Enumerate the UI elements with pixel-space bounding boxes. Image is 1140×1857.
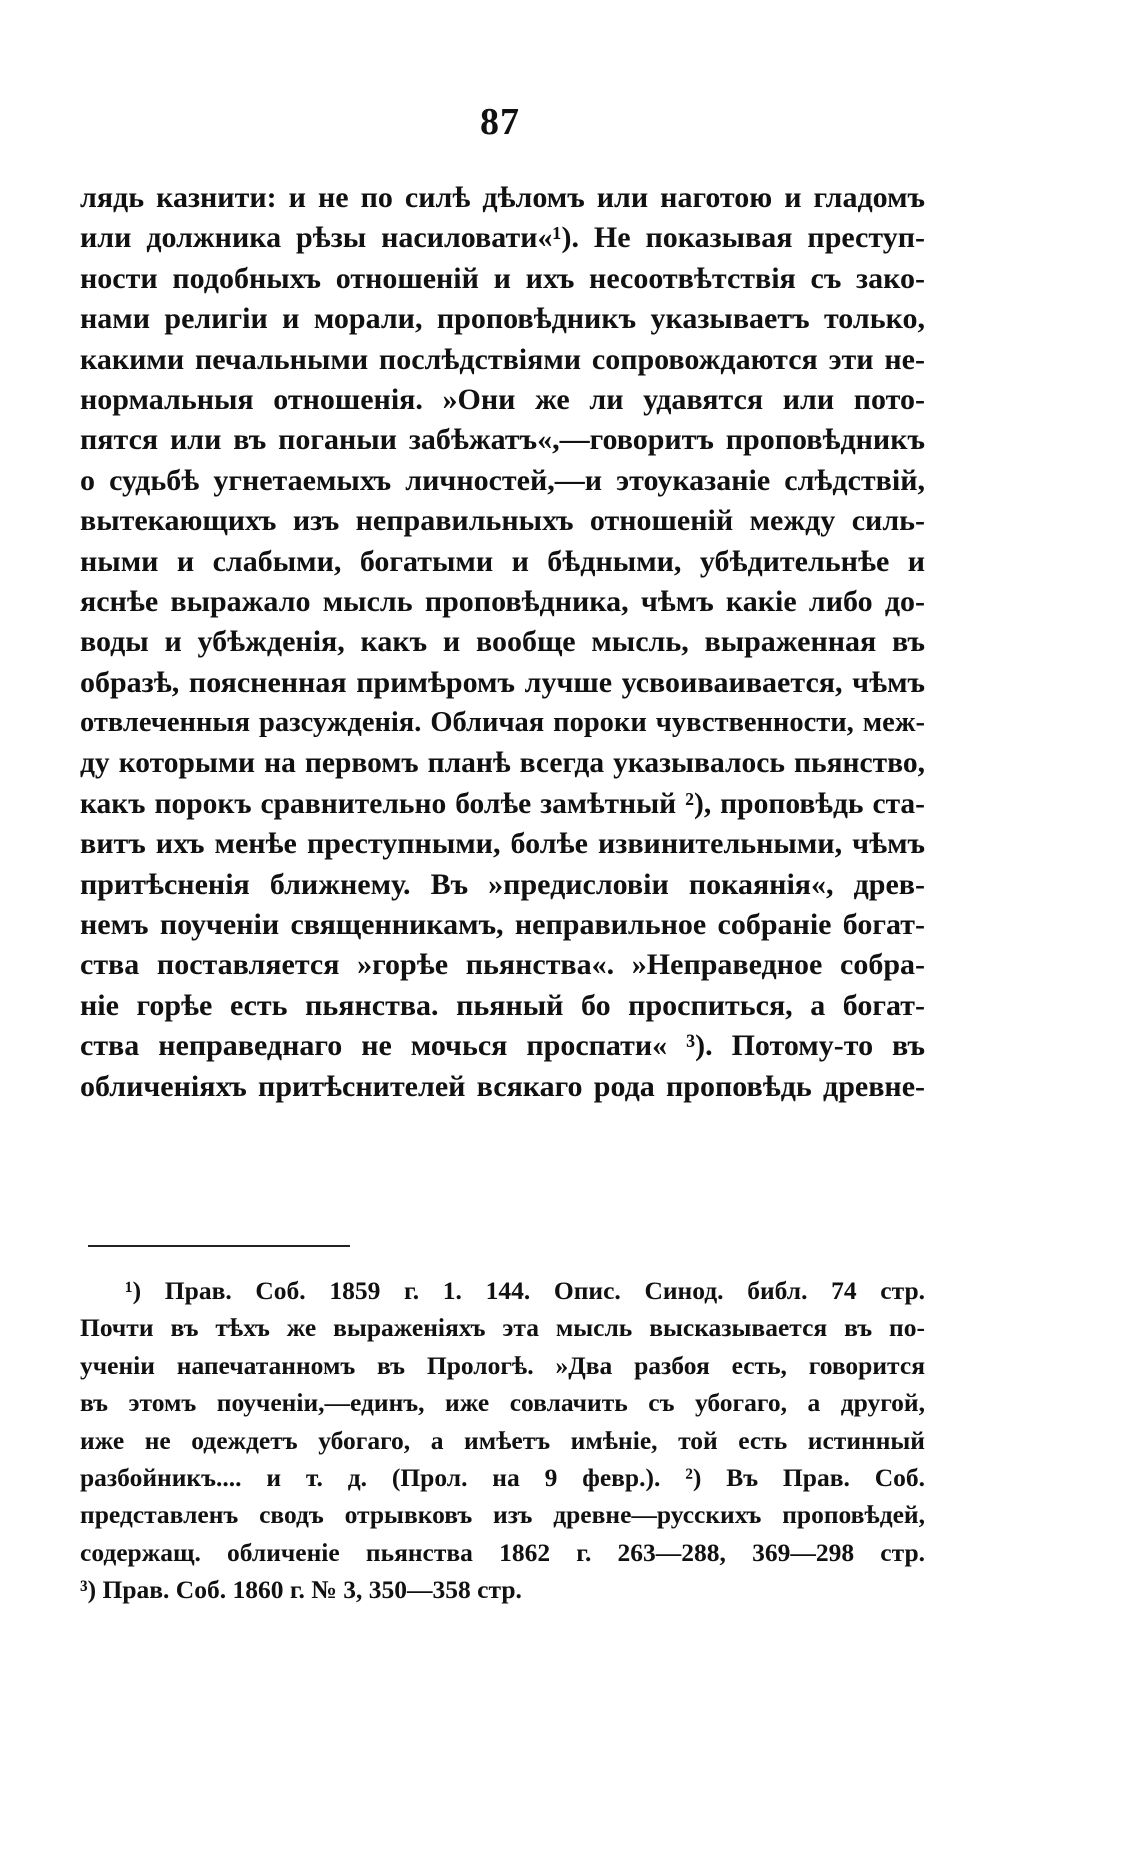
- main-text-line: ства неправеднаго не мочься проспати« ³). Потому-то въ: [80, 1029, 925, 1063]
- main-text-line: витъ ихъ менѣе преступными, болѣе извинительными, чѣмъ: [80, 827, 925, 861]
- footnote-line: Почти въ тѣхъ же выраженіяхъ эта мысль высказывается въ по-: [80, 1313, 925, 1343]
- main-text-line: ными и слабыми, богатыми и бѣдными, убѣдительнѣе и: [80, 544, 925, 578]
- footnotes: [80, 1272, 925, 1609]
- main-text-line: ду которыми на первомъ планѣ всегда указывалось пьянство,: [80, 747, 925, 780]
- footnote-separator: [88, 1245, 350, 1247]
- main-text-line: отвлеченныя разсужденія. Обличая пороки чувственности, меж-: [80, 707, 925, 739]
- main-text-line: притѣсненія ближнему. Въ »предисловіи покаянія«, древ-: [80, 867, 925, 901]
- footnote-line: ¹) Прав. Соб. 1859 г. 1. 144. Опис. Синод. библ. 74 стр.: [125, 1276, 925, 1305]
- footnote-line: содержащ. обличеніе пьянства 1862 г. 263—288, 369—298 стр.: [80, 1537, 925, 1567]
- main-text-line: немъ поученіи священникамъ, неправильное собраніе богат-: [80, 908, 925, 942]
- footnote-line: представленъ сводъ отрывковъ изъ древне—русскихъ проповѣдей,: [80, 1500, 925, 1530]
- main-text-line: лядь казнити: и не по силѣ дѣломъ или наготою и гладомъ: [80, 181, 925, 214]
- main-text-line: образѣ, поясненная примѣромъ лучше усвоиваивается, чѣмъ: [80, 665, 925, 699]
- main-text-line: вытекающихъ изъ неправильныхъ отношеній между силь-: [80, 504, 925, 538]
- main-text-line: или должника рѣзы насиловати«¹). Не показывая преступ-: [80, 221, 925, 255]
- main-text-line: какими печальными послѣдствіями сопровождаются эти не-: [80, 342, 925, 376]
- main-text-line: ства поставляется »горѣе пьянства«. »Неправедное собра-: [80, 948, 925, 982]
- page-number: 87: [480, 101, 520, 143]
- footnote-line: иже не одеждетъ убогаго, а имѣетъ имѣніе, той есть истинный: [80, 1425, 925, 1455]
- main-text-line: какъ порокъ сравнительно болѣе замѣтный ²), проповѣдь ста-: [80, 787, 925, 820]
- main-text-line: нами религіи и морали, проповѣдникъ указываетъ только,: [80, 302, 925, 336]
- main-text-line: яснѣе выражало мысль проповѣдника, чѣмъ какіе либо до-: [80, 584, 925, 618]
- main-text-line: обличеніяхъ притѣснителей всякаго рода проповѣдь древне-: [80, 1069, 925, 1103]
- main-text-line: о судьбѣ угнетаемыхъ личностей,—и этоуказаніе слѣдствій,: [80, 463, 925, 497]
- main-text-line: ности подобныхъ отношеній и ихъ несоотвѣтствія съ зако-: [80, 261, 925, 295]
- main-text-line: ніе горѣе есть пьянства. пьяный бо проспиться, а богат-: [80, 988, 925, 1022]
- main-text: [80, 178, 925, 1107]
- main-text-line: нормальныя отношенія. »Они же ли удавятся или пото-: [80, 382, 925, 416]
- footnote-line: ученіи напечатанномъ въ Прологѣ. »Два разбоя есть, говорится: [80, 1350, 925, 1380]
- footnote-line: въ этомъ поученіи,—единъ, иже совлачить съ убогаго, а другой,: [80, 1388, 925, 1418]
- main-text-line: воды и убѣжденія, какъ и вообще мысль, выраженная въ: [80, 625, 925, 659]
- footnote-line: ³) Прав. Соб. 1860 г. № 3, 350—358 стр.: [80, 1575, 522, 1605]
- main-text-line: пятся или въ поганыи забѣжатъ«,—говоритъ проповѣдникъ: [80, 423, 925, 457]
- footnote-line: разбойникъ.... и т. д. (Прол. на 9 февр.). ²) Въ Прав. Соб.: [80, 1462, 925, 1492]
